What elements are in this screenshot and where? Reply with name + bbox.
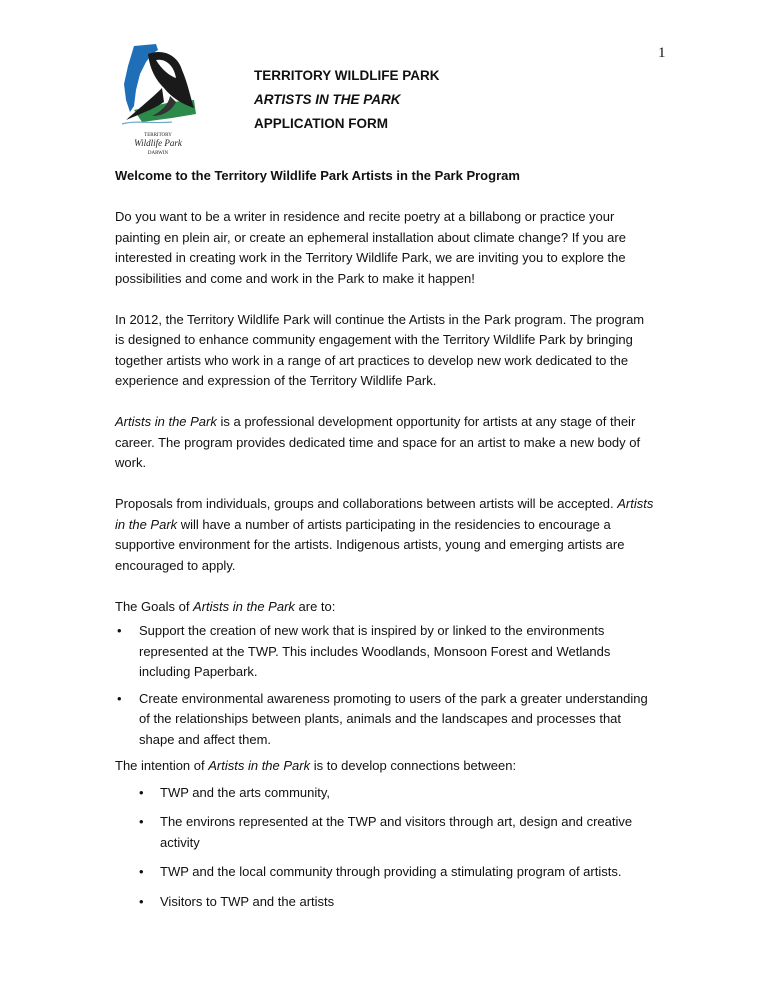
program-name-italic: Artists in the Park: [115, 414, 217, 429]
goal-item: • Create environmental awareness promoting to users of the park a greater understanding of the relationships between plants, animals and the landscapes and processes that shape and affect them.: [115, 689, 655, 751]
logo-wildlife-park-text: Wildlife Park: [134, 138, 182, 148]
document-body: [115, 166, 655, 921]
intro-paragraph: Do you want to be a writer in residence and recite poetry at a billabong or practice your painting en plein air, or create an ephemeral installation about climate change? If you are interested in creating work in the Territory Wildlife Park, we are inviting you to explore the possibilities and come and work in the Park to make it happen!: [115, 209, 626, 286]
goals-intro: [115, 597, 655, 618]
territory-wildlife-park-logo-icon: [112, 40, 204, 158]
paragraph-text: will have a number of artists participating in the residencies to encourage a supportive environment for the artists. Indigenous artists, young and emerging artists are encouraged to apply.: [115, 516, 625, 573]
proposals-paragraph: [115, 494, 655, 576]
title-program-name: ARTISTS IN THE PARK: [254, 92, 401, 107]
intention-intro: [115, 756, 655, 777]
intention-item: • TWP and the local community through providing a stimulating program of artists.: [115, 862, 655, 883]
intention-item: • The environs represented at the TWP and visitors through art, design and creative activity: [115, 812, 655, 853]
page-number: 1: [658, 45, 666, 61]
goals-list: [115, 621, 655, 750]
logo-territory-text: TERRITORY: [144, 133, 172, 138]
paragraph-text: are to:: [294, 598, 336, 614]
welcome-heading: Welcome to the Territory Wildlife Park Artists in the Park Program: [115, 168, 520, 183]
program-name-italic: Artists in the Park: [193, 598, 295, 614]
logo-darwin-text: DARWIN: [147, 151, 169, 156]
program-name-italic: Artists in the Park: [115, 496, 654, 532]
intention-list: [115, 783, 655, 913]
paragraph-text: is to develop connections between:: [310, 758, 517, 773]
paragraph-text: The intention of: [115, 758, 209, 773]
goal-item: • Support the creation of new work that is inspired by or linked to the environments represented at the TWP. This includes Woodlands, Monsoon Forest and Wetlands including Paperbark.: [115, 621, 655, 683]
paragraph-text: Proposals from individuals, groups and collaborations between artists will be accepted.: [115, 496, 618, 511]
paragraph-text: The Goals of: [115, 598, 194, 614]
title-park-name: TERRITORY WILDLIFE PARK: [254, 68, 440, 83]
paragraph-text: is a professional development opportunity for artists at any stage of their career. The program provides dedicated time and space for an artist to make a new body of work.: [115, 414, 641, 470]
title-form-name: APPLICATION FORM: [254, 116, 388, 131]
program-paragraph: In 2012, the Territory Wildlife Park will continue the Artists in the Park program. The program is designed to enhance community engagement with the Territory Wildlife Park by bringing together artists who work in a range of art practices to develop new work dedicated to the experience and expression of the Territory Wildlife Park.: [115, 311, 645, 388]
professional-development-paragraph: [115, 412, 655, 474]
intention-item: • TWP and the arts community,: [115, 783, 655, 804]
document-title-block: [254, 64, 440, 136]
program-name-italic: Artists in the Park: [208, 758, 311, 773]
intention-item: • Visitors to TWP and the artists: [115, 892, 655, 913]
